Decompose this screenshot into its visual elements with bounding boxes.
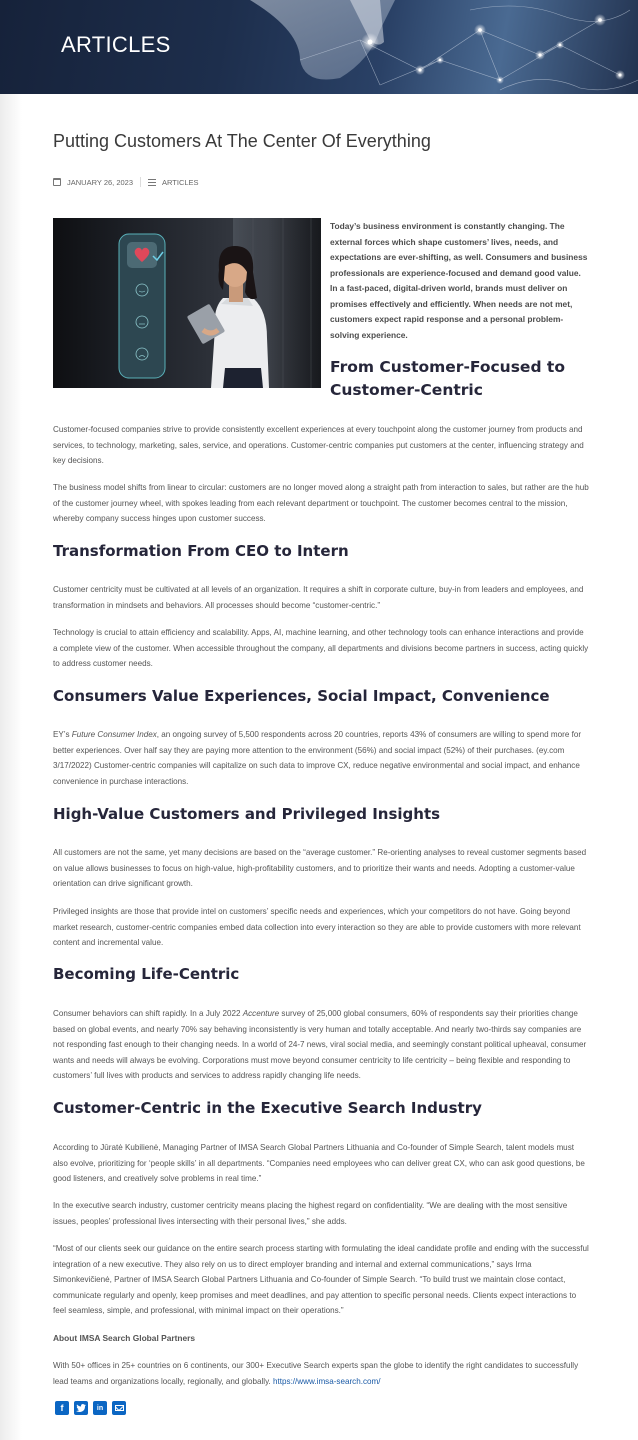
hero-banner: [0, 0, 638, 94]
share-buttons: [55, 1401, 126, 1415]
about-paragraph: With 50+ offices in 25+ countries on 6 continents, our 300+ Executive Search experts span the globe to identify the right candidates to successfully lead teams and organizations locally, regionally, and globally. https://www.imsa-search.com/: [53, 1361, 579, 1386]
article-date: JANUARY 26, 2023: [67, 177, 134, 187]
feature-image: [53, 218, 321, 388]
calendar-icon: [53, 178, 61, 186]
paragraph: The business model shifts from linear to circular: customers are no longer moved along a straight path from interaction to sales, but rather are the hub of the customer journey wheel, with spokes leading from each relevant department or touchpoint. The customer becomes central to the mission, whereby company success hinges upon customer success.: [53, 483, 589, 524]
section-heading-high-value: High-Value Customers and Privileged Insights: [53, 805, 441, 823]
section-heading-consumers-value: Consumers Value Experiences, Social Impact, Convenience: [53, 687, 550, 705]
article-category-link[interactable]: ARTICLES: [162, 177, 199, 187]
paragraph: Technology is crucial to attain efficiency and scalability. Apps, AI, machine learning, and other technology tools can enhance interactions and provide a complete view of the customer. When accessible throughout the company, all departments and divisions become partners in success, acting quickly to address customer needs.: [53, 628, 589, 669]
article-intro: Today’s business environment is constantly changing. The external forces which shape customers’ lives, needs, and expectations are ever-shifting, as well. Consumers and business professionals are experience-focused and demand good value. In a fast-paced, digital-driven world, brands must deliver on promises effectively and efficiently. When needs are not met, customers expect rapid response and a personal problem-solving experience.: [330, 221, 588, 340]
category-icon: [148, 179, 156, 186]
article-meta: [53, 177, 199, 187]
twitter-icon[interactable]: [74, 1401, 88, 1415]
paragraph: Customer-focused companies strive to provide consistently excellent experiences at every touchpoint along the customer journey from products and services, to technology, marketing, sales, service, and operations. Customer-centric companies put customers at the center, influencing strategy and key decisions.: [53, 425, 584, 466]
page-title: ARTICLES: [61, 32, 171, 57]
article-title: Putting Customers At The Center Of Everything: [53, 131, 431, 151]
paragraph: EY’s Future Consumer Index, an ongoing survey of 5,500 respondents across 20 countries, reports 43% of consumers are willing to spend more for better experiences. Over half say they are paying more attention to the environment (56%) and social impact (52%) of their purchases. (ey.com 3/17/2022) Customer-centric companies will capitalize on such data to improve CX, reduce negative environmental and social impact, and enhance convenience in purchase interactions.: [53, 730, 582, 786]
page-edge-shadow: [0, 94, 22, 1440]
section-heading-transformation: Transformation From CEO to Intern: [53, 542, 349, 560]
paragraph: All customers are not the same, yet many decisions are based on the “average customer.” Re-orienting analyses to reveal customer segments based on value allows businesses to focus on high-value, high-profitability customers, and to prioritize their wants and needs. Adopting a customer-value orientation can drive significant growth.: [53, 848, 587, 889]
section-heading-life-centric: Becoming Life-Centric: [53, 965, 240, 983]
paragraph: According to Jūratė Kubilienė, Managing Partner of IMSA Search Global Partners Lithuania and Co-founder of Simple Search, talent models must also evolve, prioritizing for ‘people skills’ in all departments. “Companies need employees who can deliver great CX, who can ask good questions, be good listeners, and creatively solve problems in real time.”: [53, 1143, 585, 1184]
rating-panel-graphic: [119, 234, 165, 378]
paragraph: In the executive search industry, customer centricity means placing the highest regard on confidentiality. “We are dealing with the most sensitive issues, peoples’ professional lives intersecting with their personal lives,” she adds.: [53, 1201, 568, 1226]
imsa-website-link[interactable]: https://www.imsa-search.com/: [273, 1376, 381, 1386]
facebook-icon[interactable]: f: [55, 1401, 69, 1415]
section-heading-customer-centric: From Customer-Focused to Customer-Centric: [330, 358, 565, 399]
about-heading: About IMSA Search Global Partners: [53, 1333, 196, 1343]
meta-separator: [140, 177, 141, 187]
paragraph: Customer centricity must be cultivated at all levels of an organization. It requires a shift in corporate culture, buy-in from leaders and employees, and transformation in mindsets and behaviors. All processes should become “customer-centric.”: [53, 585, 584, 610]
email-icon[interactable]: [112, 1401, 126, 1415]
paragraph: Consumer behaviors can shift rapidly. In a July 2022 Accenture survey of 25,000 global consumers, 60% of respondents say their priorities change based on global events, and nearly 70% say behaving inconsistently is very human and totally acceptable. And nearly two-thirds say companies are not responding fast enough to their changing needs. In a world of 24-7 news, viral social media, and seemingly constant political upheaval, consumer wants and needs will always be evolving. Corporations must move beyond consumer centricity to life centricity – being flexible and responding to customers’ full lives with products and services to address rapidly changing life needs.: [53, 1009, 587, 1081]
paragraph: “Most of our clients seek our guidance on the entire search process starting with formulating the ideal candidate profile and ending with the successful integration of a new executive. They also rely on us to direct employer branding and internal and external communications,” says Irma Simonkevičienė, Partner of IMSA Search Global Partners Lithuania and Co-founder of Simple Search. “To build trust we maintain close contact, communicate regularly and openly, keep promises and meet deadlines, and pay attention to specific personal needs. Clients expect interactions to feel seamless, simple, and professional, with minimal impact on their operations.”: [53, 1244, 589, 1316]
linkedin-icon[interactable]: in: [93, 1401, 107, 1415]
section-heading-executive-search: Customer-Centric in the Executive Search Industry: [53, 1099, 482, 1117]
paragraph: Privileged insights are those that provide intel on customers’ specific needs and experiences, which your competitors do not have. Going beyond market research, customer-centric companies embed data collection into every interaction so they are able to provide customers with more relevant content and incremental value.: [53, 907, 581, 948]
